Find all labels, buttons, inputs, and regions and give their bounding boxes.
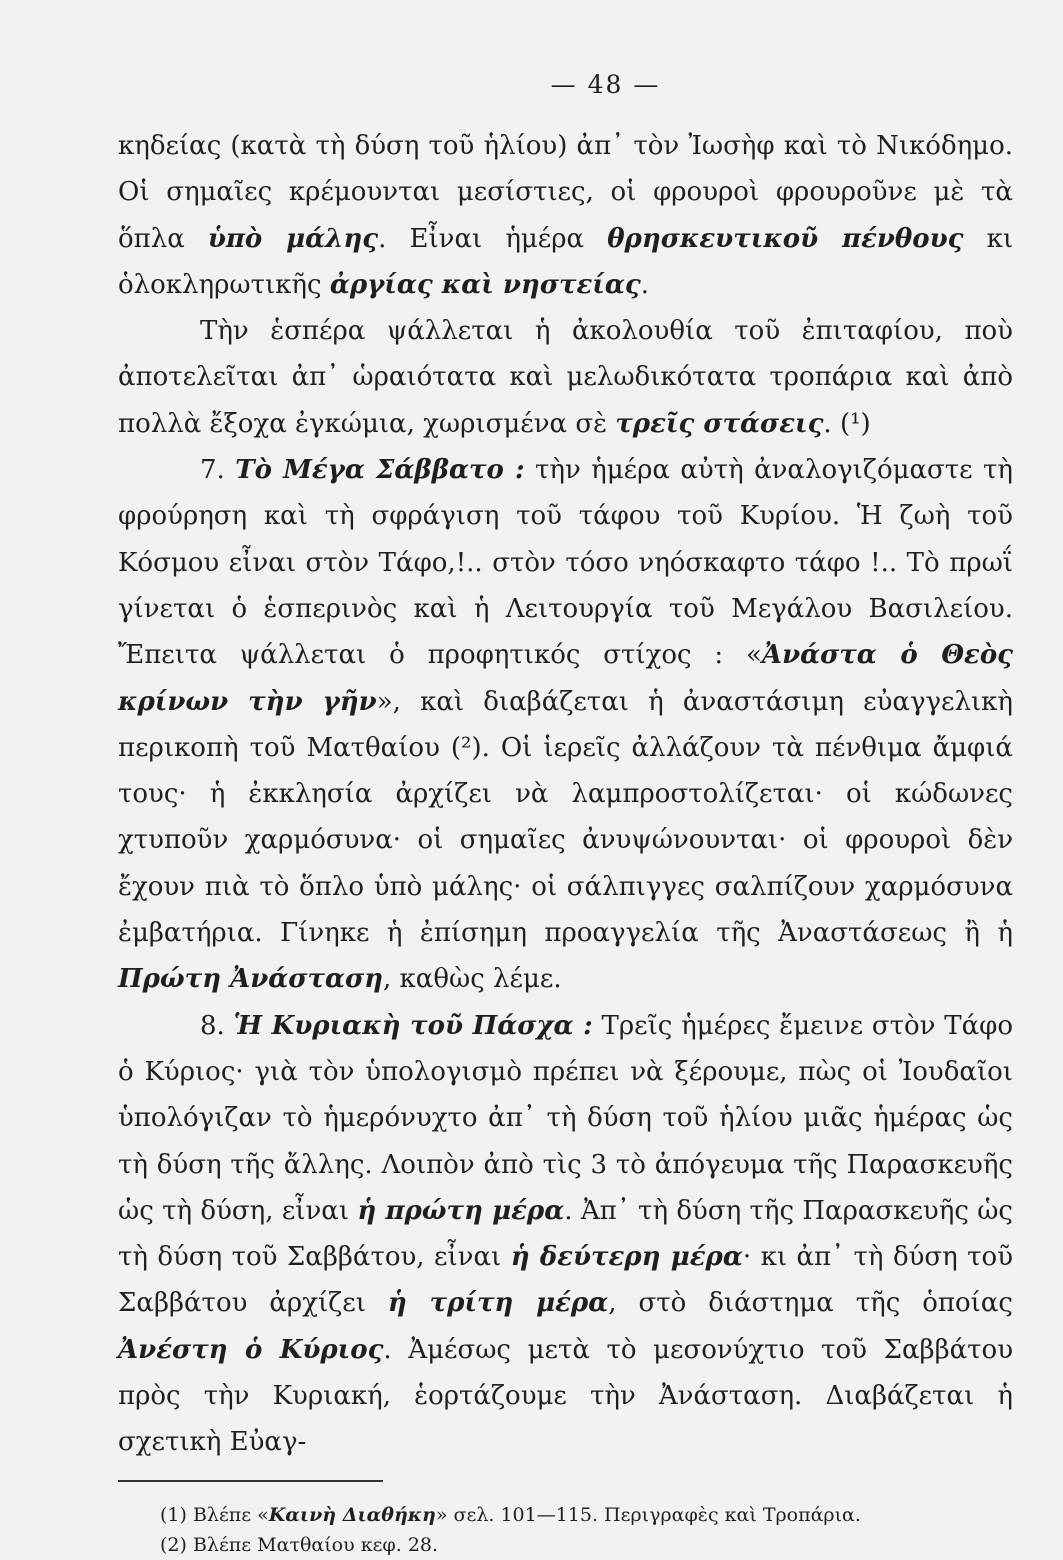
emphasized-text: θρησκευτικοῦ πένθους	[607, 223, 964, 254]
emphasized-text: Ἀνέστη ὁ Κύριος	[118, 1334, 384, 1365]
footnote-emphasis: Καινὴ Διαθήκη	[268, 1503, 436, 1526]
text-run: Τρεῖς ἡμέρες ἔμεινε στὸν Τάφο ὁ Κύριος· γιὰ τὸν ὑπολογισμὸ πρέπει νὰ ξέρουμε, πὼς οἱ Ἰουδαῖοι ὑπολόγιζαν τὸ ἡμερόνυχτο ἀπ᾽ τὴ δύση τοῦ ἡλίου μιᾶς ἡμέρας ὡς τὴ δύση τῆς ἄλλης. Λοιπὸν ἀπὸ τὶς 3 τὸ ἀπόγευμα τῆς Παρασκευῆς ὡς τὴ δύση, εἶναι	[118, 1010, 1014, 1226]
emphasized-text: Τὸ Μέγα Σάββατο :	[235, 455, 525, 486]
text-run: . Ἀμέσως μετὰ τὸ μεσονύχτιο τοῦ Σαββάτου πρὸς τὴν Κυριακή, ἑορτάζουμε τὴν Ἀνάσταση. Διαβάζεται ἡ σχετικὴ Εὐαγ-	[118, 1334, 1013, 1458]
text-run: », καὶ διαβάζεται ἡ ἀναστάσιμη εὐαγγελικὴ περικοπὴ τοῦ Ματθαίου (²). Οἱ ἱερεῖς ἀλλάζουν τὰ πένθιμα ἄμφιά τους· ἡ ἐκκλησία ἀρχίζει νὰ λαμπροστολίζεται· οἱ κώδωνες χτυποῦν χαρμόσυνα· οἱ σημαῖες ἀνυψώνουνται· οἱ φρουροὶ δὲν ἔχουν πιὰ τὸ ὅπλο ὑπὸ μάλης· οἱ σάλπιγγες σαλπίζουν χαρμόσυνα ἐμβατήρια. Γίνηκε ἡ ἐπίσημη προαγγελία τῆς Ἀναστάσεως ἢ ἡ	[118, 686, 1013, 949]
paragraph	[118, 447, 1013, 1003]
emphasized-text: ἡ τρίτη μέρα	[387, 1288, 609, 1319]
text-run: 7.	[200, 455, 236, 486]
emphasized-text: ἡ δεύτερη μέρα	[510, 1242, 743, 1273]
footnote-separator	[118, 1480, 383, 1482]
text-run: . Ἀπ᾽ τὴ δύση τῆς Παρασκευῆς ὡς τὴ δύση τοῦ Σαββάτου, εἶναι	[118, 1195, 1013, 1273]
emphasized-text: Πρώτη Ἀνάσταση	[118, 964, 384, 995]
text-run: .	[640, 269, 649, 300]
text-run: κηδείας (κατὰ τὴ δύση τοῦ ἡλίου) ἀπ᾽ τὸν Ἰωσὴφ καὶ τὸ Νικόδημο. Οἱ σημαῖες κρέμουνται μεσίστιες, οἱ φρουροὶ φρουροῦνε μὲ τὰ ὅπλα	[118, 131, 1013, 254]
footnote-text: (1) Βλέπε «	[160, 1503, 269, 1526]
text-run: , στὸ διάστημα τῆς ὁποίας	[608, 1288, 1013, 1319]
paragraph	[118, 123, 1013, 308]
footnote-text: » σελ. 101—115. Περιγραφὲς καὶ Τροπάρια.	[435, 1503, 861, 1526]
footnote	[160, 1530, 1013, 1560]
body-text	[118, 123, 1013, 1466]
text-run: 8.	[200, 1010, 234, 1041]
emphasized-text: Ἡ Κυριακὴ τοῦ Πάσχα :	[233, 1010, 593, 1041]
text-run: . (¹)	[823, 408, 871, 439]
footnotes	[160, 1500, 1013, 1560]
text-run: τὴν ἡμέρα αὐτὴ ἀναλογιζόμαστε τὴ φρούρηση καὶ τὴ σφράγιση τοῦ τάφου τοῦ Κυρίου. Ἡ ζωὴ τοῦ Κόσμου εἶναι στὸν Τάφο,!.. στὸν τόσο νηόσκαφτο τάφο !.. Τὸ πρωΐ γίνεται ὁ ἑσπερινὸς καὶ ἡ Λειτουργία τοῦ Μεγάλου Βασιλείου. Ἔπειτα ψάλλεται ὁ προφητικός στίχος : «	[118, 455, 1014, 671]
paragraph	[118, 308, 1013, 447]
emphasized-text: τρεῖς στάσεις	[615, 408, 824, 439]
text-run: Τὴν ἑσπέρα ψάλλεται ἡ ἀκολουθία τοῦ ἐπιταφίου, ποὺ ἀποτελεῖται ἀπ᾽ ὡραιότατα καὶ μελωδικότατα τροπάρια καὶ ἀπὸ πολλὰ ἔξοχα ἐγκώμια, χωρισμένα σὲ	[118, 316, 1013, 439]
paragraph	[118, 1003, 1013, 1466]
text-run: , καθὼς λέμε.	[383, 964, 562, 995]
page-number: — 48 —	[550, 70, 661, 99]
emphasized-text: Ἀνάστα ὁ Θεὸς κρίνων τὴν γῆν	[118, 640, 1013, 717]
emphasized-text: ὑπὸ μάλης	[207, 223, 379, 254]
text-run: · κι ἀπ᾽ τὴ δύση τοῦ Σαββάτου ἀρχίζει	[118, 1242, 1014, 1319]
footnote-text: (2) Βλέπε Ματθαίου κεφ. 28.	[160, 1533, 439, 1556]
emphasized-text: ἡ πρώτη μέρα	[357, 1195, 565, 1226]
text-run: κι ὁλοκληρωτικῆς	[118, 223, 1014, 300]
footnote	[160, 1500, 1013, 1530]
text-run: . Εἶναι ἡμέρα	[378, 223, 608, 254]
emphasized-text: ἀργίας καὶ νηστείας	[329, 269, 641, 300]
